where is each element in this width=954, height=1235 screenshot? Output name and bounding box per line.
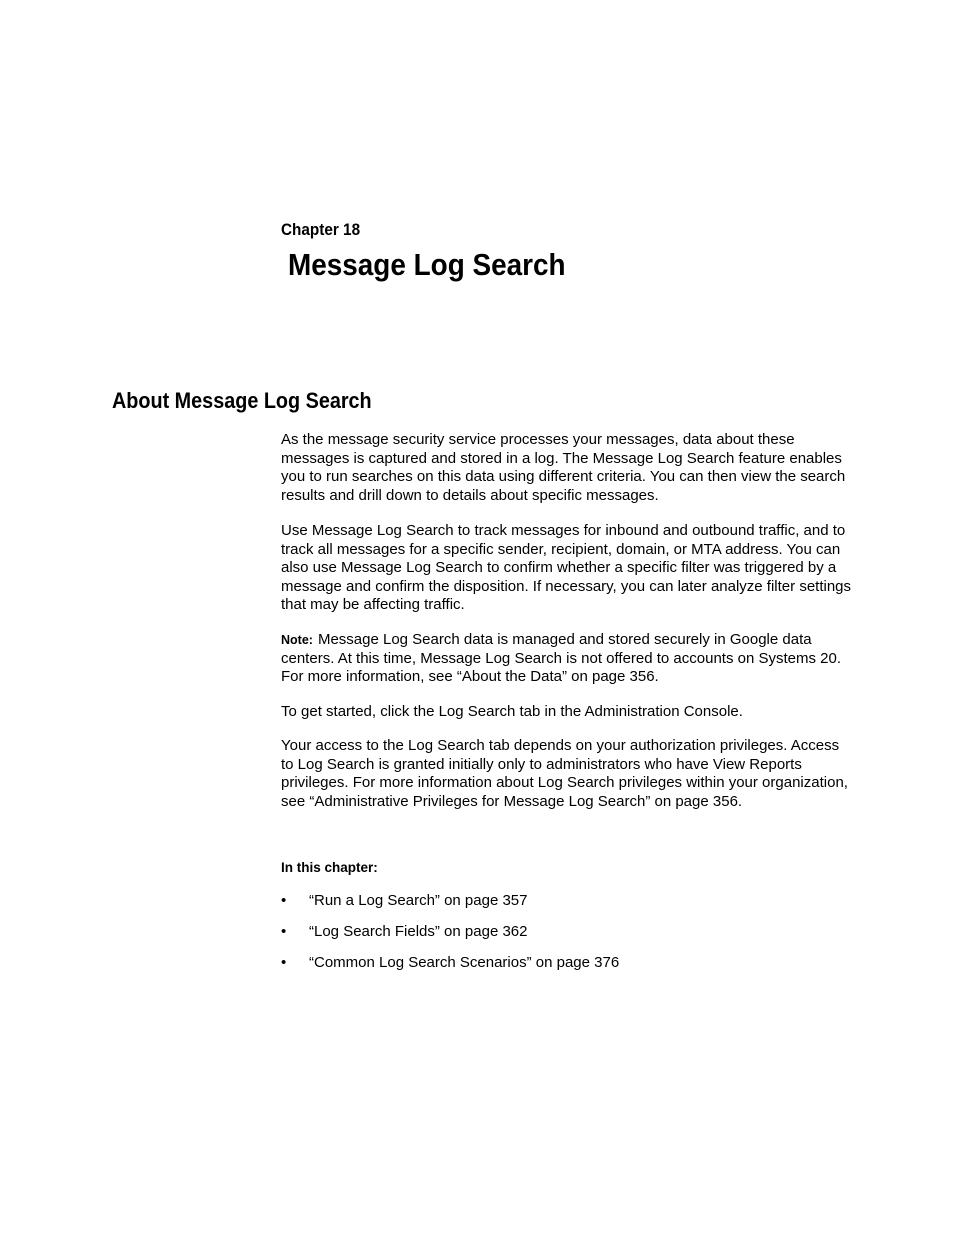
intro-paragraph: [281, 431, 851, 505]
bullet-icon: •: [281, 954, 287, 971]
paragraph-text: As the message security service processes your messages, data about these messages is captured and stored in a log. The Message Log Search feature enables you to run searches on this data using different criteria. You can then view the search results and drill down to details about specific messages.: [281, 431, 846, 504]
chapter-label: Chapter 18: [281, 220, 361, 239]
get-started-paragraph: [281, 703, 851, 722]
section-heading: About Message Log Search: [112, 388, 372, 413]
in-chapter-heading: In this chapter:: [281, 860, 378, 875]
toc-link[interactable]: “Log Search Fields” on page 362: [309, 923, 528, 940]
list-item[interactable]: [281, 892, 841, 923]
usage-paragraph: [281, 522, 851, 615]
note-text: Message Log Search data is managed and stored securely in Google data centers. At this time, Message Log Search is not offered to accounts on Systems 20. For more information, see “About the Data” on page 356.: [281, 631, 842, 686]
note-label: Note:: [281, 633, 313, 647]
paragraph-text: Your access to the Log Search tab depends on your authorization privileges. Access to Log Search is granted initially only to administrators who have View Reports privileges. For more information about Log Search privileges within your organization, see “Administrative Privileges for Message Log Search” on page 356.: [281, 737, 848, 810]
list-item[interactable]: [281, 954, 841, 985]
paragraph-text: Use Message Log Search to track messages for inbound and outbound traffic, and to track all messages for a specific sender, recipient, domain, or MTA address. You can also use Message Log Search to confirm whether a specific filter was triggered by a message and confirm the disposition. If necessary, you can later analyze filter settings that may be affecting traffic.: [281, 522, 852, 614]
access-paragraph: [281, 737, 851, 811]
paragraph-text: To get started, click the Log Search tab in the Administration Console.: [281, 703, 743, 720]
bullet-icon: •: [281, 923, 287, 940]
list-item[interactable]: [281, 923, 841, 954]
chapter-contents-list: [281, 892, 841, 985]
chapter-title: Message Log Search: [288, 247, 566, 282]
bullet-icon: •: [281, 892, 287, 909]
toc-link[interactable]: “Common Log Search Scenarios” on page 376: [309, 954, 620, 971]
toc-link[interactable]: “Run a Log Search” on page 357: [309, 892, 528, 909]
note-block: [281, 631, 851, 687]
